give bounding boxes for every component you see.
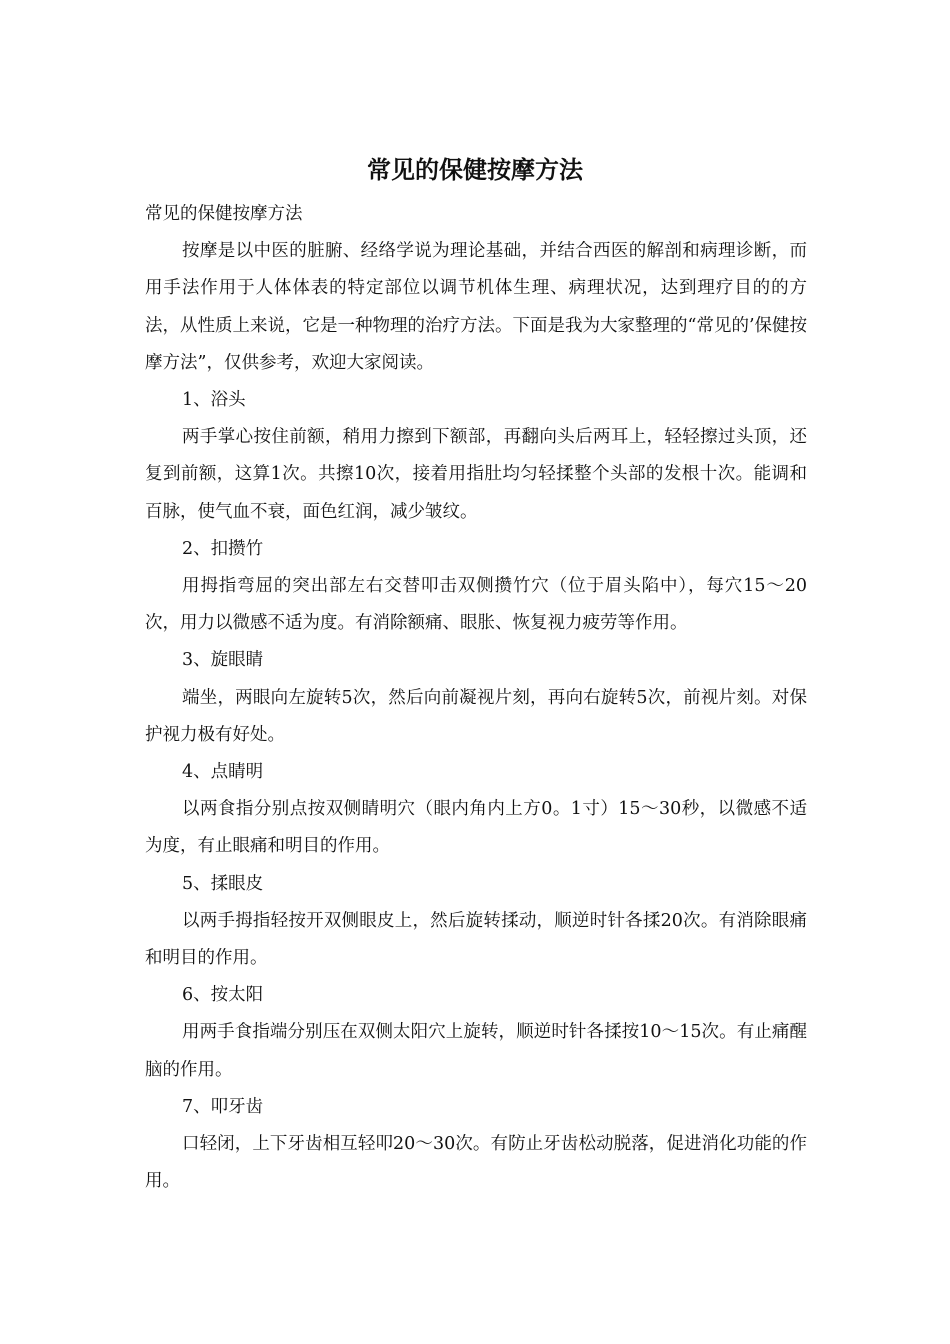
section-text-1: 两手掌心按住前额，稍用力擦到下额部，再翻向头后两耳上，轻轻擦过头顶，还复到前额，这算1次。共擦10次，接着用指肚均匀轻揉整个头部的发根十次。能调和百脉，使气血不衰，面色红润，减少皱纹。 (145, 427, 807, 522)
section-text-2: 用拇指弯屈的突出部左右交替叩击双侧攒竹穴（位于眉头陷中），每穴15～20次，用力以微感不适为度。有消除额痛、眼胀、恢复视力疲劳等作用。 (145, 576, 807, 634)
section-heading-4: 4、点睛明 (182, 762, 264, 783)
document-body (145, 196, 807, 1200)
section-heading-7: 7、叩牙齿 (182, 1096, 264, 1117)
section-text-3: 端坐，两眼向左旋转5次，然后向前凝视片刻，再向右旋转5次，前视片刻。对保护视力极有好处。 (145, 687, 807, 745)
section-text-7: 口轻闭，上下牙齿相互轻叩20～30次。有防止牙齿松动脱落，促进消化功能的作用。 (145, 1134, 807, 1192)
intro-paragraph: 按摩是以中医的脏腑、经络学说为理论基础，并结合西医的解剖和病理诊断，而用手法作用于人体体表的特定部位以调节机体生理、病理状况，达到理疗目的的方法，从性质上来说，它是一种物理的治疗方法。下面是我为大家整理的“常见的’保健按摩方法”，仅供参考，欢迎大家阅读。 (145, 241, 808, 373)
section-heading-1: 1、浴头 (182, 390, 246, 411)
document-subtitle: 常见的保健按摩方法 (145, 204, 303, 224)
section-text-6: 用两手食指端分别压在双侧太阳穴上旋转，顺逆时针各揉按10～15次。有止痛醒脑的作用。 (145, 1022, 807, 1080)
document-title: 常见的保健按摩方法 (367, 156, 583, 184)
section-text-5: 以两手拇指轻按开双侧眼皮上，然后旋转揉动，顺逆时针各揉20次。有消除眼痛和明目的作用。 (145, 910, 807, 969)
section-heading-3: 3、旋眼睛 (182, 650, 264, 671)
section-heading-6: 6、按太阳 (182, 985, 264, 1006)
section-heading-2: 2、扣攒竹 (182, 538, 264, 559)
section-heading-5: 5、揉眼皮 (182, 873, 264, 894)
section-text-4: 以两食指分别点按双侧睛明穴（眼内角内上方0。1寸）15～30秒，以微感不适为度，有止眼痛和明目的作用。 (145, 799, 807, 857)
